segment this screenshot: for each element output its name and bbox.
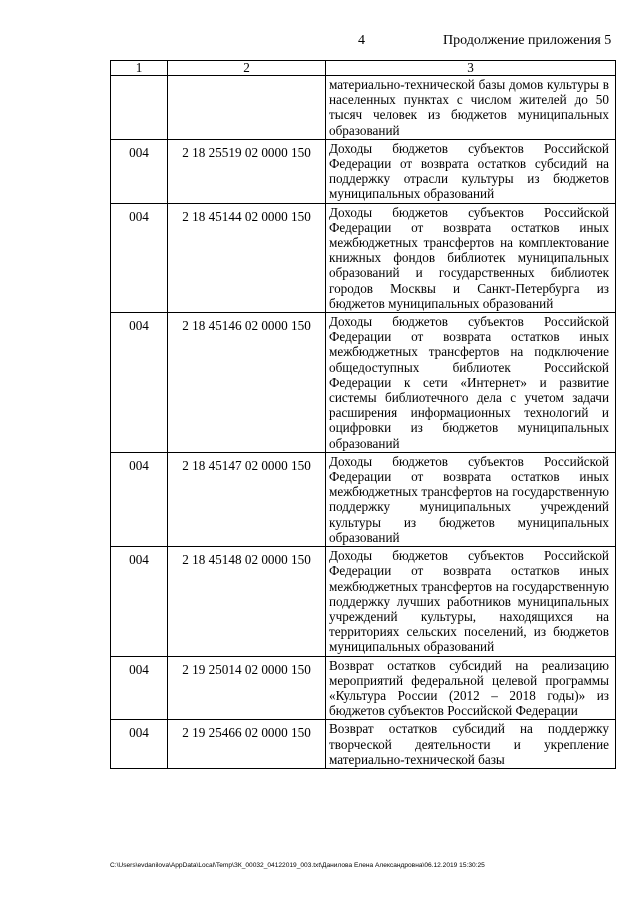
table-row <box>111 76 616 140</box>
admin-code-cell: 004 <box>111 139 168 203</box>
footer-file-path: C:\Users\evdanilova\AppData\Local\Temp\ЗК_00032_04122019_003.txt\Данилова Елена Александровна\06.12.2019 15:30:25 <box>110 862 485 869</box>
admin-code-cell <box>111 76 168 140</box>
classification-table <box>110 60 616 769</box>
budget-code-cell: 2 18 45147 02 0000 150 <box>168 452 326 546</box>
description-cell: Возврат остатков субсидий на реализацию мероприятий федеральной целевой программы «Культура России (2012 – 2018 годы)» из бюджетов субъектов Российской Федерации <box>326 656 616 720</box>
budget-code-cell <box>168 76 326 140</box>
description-cell: Доходы бюджетов субъектов Российской Федерации от возврата остатков иных межбюджетных трансфертов на государственную поддержку лучших работников муниципальных учреждений культуры, находящихся на территориях сельских поселений, из бюджетов муниципальных образований <box>326 547 616 656</box>
description-cell: Доходы бюджетов субъектов Российской Федерации от возврата остатков иных межбюджетных трансфертов на комплектование книжных фондов библиотек муниципальных образований и государственных библиотек городов Москвы и Санкт-Петербурга из бюджетов муниципальных образований <box>326 203 616 312</box>
column-header-2: 2 <box>168 61 326 76</box>
column-header-1: 1 <box>111 61 168 76</box>
description-cell: Доходы бюджетов субъектов Российской Федерации от возврата остатков иных межбюджетных трансфертов на подключение общедоступных библиотек Российской Федерации к сети «Интернет» и развитие системы библиотечного дела с учетом задачи расширения информационных технологий и оцифровки из бюджетов муниципальных образований <box>326 313 616 453</box>
description-cell: Доходы бюджетов субъектов Российской Федерации от возврата остатков иных межбюджетных трансфертов на государственную поддержку муниципальных учреждений культуры из бюджетов муниципальных образований <box>326 452 616 546</box>
admin-code-cell: 004 <box>111 656 168 720</box>
budget-code-cell: 2 18 25519 02 0000 150 <box>168 139 326 203</box>
description-cell: Доходы бюджетов субъектов Российской Федерации от возврата остатков субсидий на поддержку отрасли культуры из бюджетов муниципальных образований <box>326 139 616 203</box>
admin-code-cell: 004 <box>111 720 168 769</box>
description-cell: материально-технической базы домов культуры в населенных пунктах с числом жителей до 50 тысяч человек из бюджетов муниципальных образований <box>326 76 616 140</box>
table-row <box>111 203 616 312</box>
table-row <box>111 139 616 203</box>
admin-code-cell: 004 <box>111 313 168 453</box>
table-row <box>111 547 616 656</box>
table-row <box>111 313 616 453</box>
budget-code-cell: 2 18 45144 02 0000 150 <box>168 203 326 312</box>
page-number: 4 <box>358 33 365 48</box>
column-header-3: 3 <box>326 61 616 76</box>
table-header-row <box>111 61 616 76</box>
budget-code-cell: 2 19 25466 02 0000 150 <box>168 720 326 769</box>
table-row <box>111 656 616 720</box>
admin-code-cell: 004 <box>111 547 168 656</box>
admin-code-cell: 004 <box>111 452 168 546</box>
admin-code-cell: 004 <box>111 203 168 312</box>
table-row <box>111 452 616 546</box>
budget-code-cell: 2 18 45146 02 0000 150 <box>168 313 326 453</box>
continuation-label: Продолжение приложения 5 <box>443 33 612 48</box>
table-row <box>111 720 616 769</box>
budget-code-cell: 2 19 25014 02 0000 150 <box>168 656 326 720</box>
description-cell: Возврат остатков субсидий на поддержку творческой деятельности и укрепление материально-технической базы <box>326 720 616 769</box>
budget-code-cell: 2 18 45148 02 0000 150 <box>168 547 326 656</box>
